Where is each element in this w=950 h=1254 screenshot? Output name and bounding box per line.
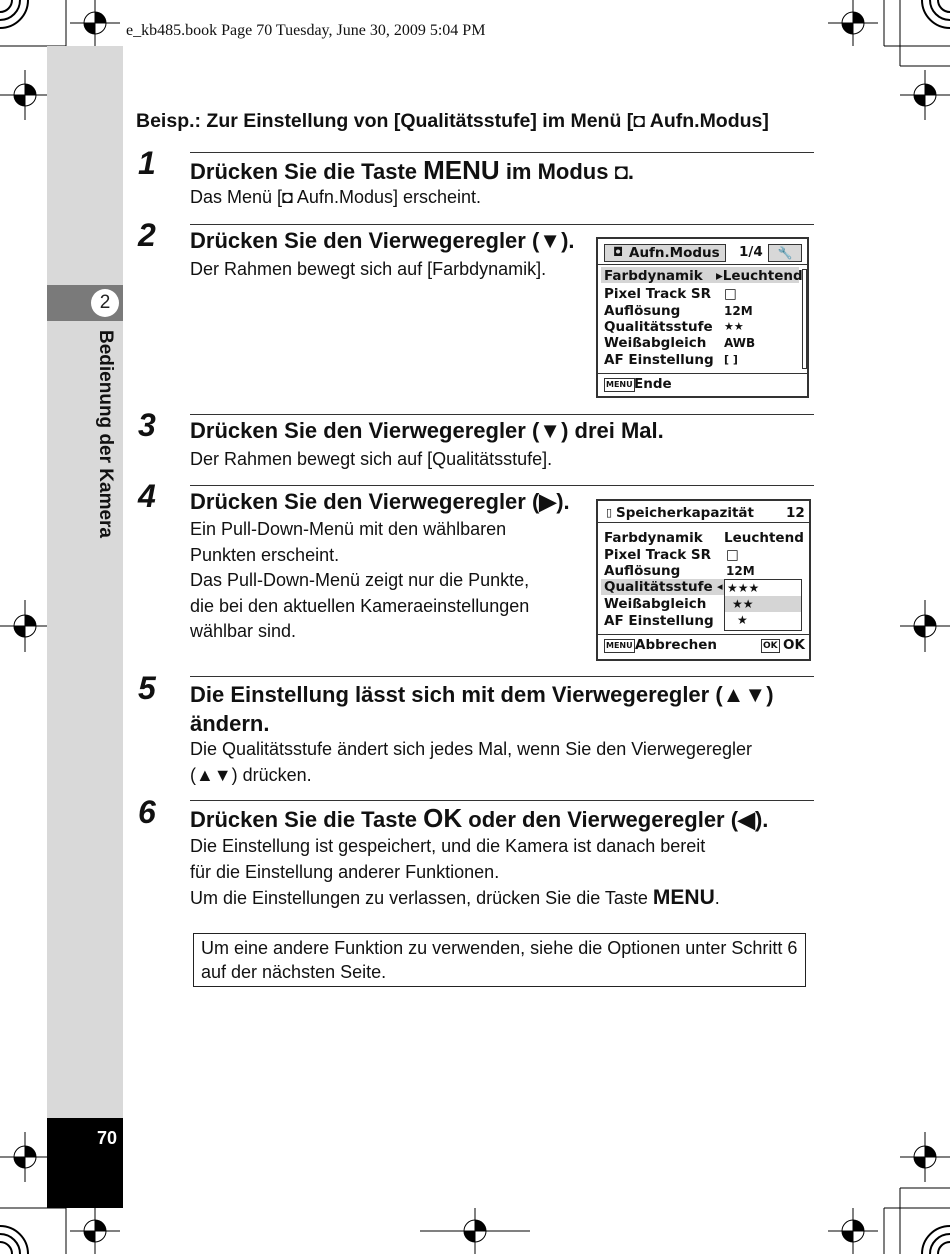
camera-icon: ◘ xyxy=(613,245,624,259)
chapter-title-text: Bedienung der Kamera xyxy=(95,330,116,538)
menu-item-value: 12M xyxy=(724,304,753,318)
dropdown-option[interactable]: ★★★ xyxy=(727,581,760,595)
menu-item-label: Auflösung xyxy=(604,563,681,579)
menu-item-value: □ xyxy=(724,286,737,302)
step-title xyxy=(190,155,634,186)
capacity-label: Speicherkapazität xyxy=(616,505,754,521)
wrench-icon: 🔧 xyxy=(768,244,802,262)
desc-line: wählbar sind. xyxy=(190,621,297,641)
step-divider xyxy=(190,224,814,225)
chapter-sidebar xyxy=(47,46,123,1208)
menu-item-label: Farbdynamik xyxy=(604,530,703,546)
menu-tab-label: Aufn.Modus xyxy=(629,245,720,261)
step-title xyxy=(190,680,774,738)
menu-item-value: ▸Leuchtend xyxy=(716,268,803,284)
title-line: Die Einstellung lässt sich mit dem Vierwegeregler (▲▼) xyxy=(190,682,774,707)
menu-item-value: ◂ xyxy=(717,580,723,593)
desc-line: Ein Pull-Down-Menü mit den wählbaren xyxy=(190,519,507,539)
step-number: 3 xyxy=(138,407,156,443)
ok-key-badge: OK xyxy=(763,641,778,651)
footer-label: Abbrechen xyxy=(635,637,717,653)
footer-label: Ende xyxy=(634,376,672,392)
step-divider xyxy=(190,485,814,486)
step-number: 4 xyxy=(138,478,156,514)
quality-dropdown[interactable] xyxy=(724,579,802,631)
step-title: Drücken Sie den Vierwegeregler (▼) drei Mal. xyxy=(190,418,664,443)
desc-line: Punkten erscheint. xyxy=(190,544,340,565)
menu-key-label: MENU xyxy=(423,155,500,185)
desc-line: Die Qualitätsstufe ändert sich jedes Mal, wenn Sie den Vierwegeregler xyxy=(190,739,752,759)
step-description: Der Rahmen bewegt sich auf [Farbdynamik]. xyxy=(190,259,547,279)
desc-text: . xyxy=(714,888,720,908)
menu-key-badge: MENU xyxy=(604,378,635,392)
print-header: e_kb485.book Page 70 Tuesday, June 30, 2009 5:04 PM xyxy=(126,22,486,39)
menu-item-value: AWB xyxy=(724,336,756,350)
menu-item-label: AF Einstellung xyxy=(604,613,714,629)
desc-line: Das Pull-Down-Menü zeigt nur die Punkte, xyxy=(190,570,530,590)
page-number: 70 xyxy=(96,1128,117,1148)
desc-line: die bei den aktuellen Kameraeinstellungen xyxy=(190,595,530,616)
step-description xyxy=(190,737,752,788)
chapter-title xyxy=(92,330,122,570)
menu-item-value: ★★ xyxy=(724,320,744,333)
desc-line: (▲▼) drücken. xyxy=(190,764,312,785)
chapter-number: 2 xyxy=(91,289,119,317)
dropdown-option[interactable]: ★ xyxy=(737,613,748,627)
menu-item-value: 12M xyxy=(726,564,755,578)
step-number: 6 xyxy=(138,794,156,830)
menu-item-label: Farbdynamik xyxy=(604,268,703,284)
step-title-text: oder den Vierwegeregler (◀). xyxy=(462,807,769,832)
menu-item-value: Leuchtend xyxy=(724,530,804,546)
menu-item-label: Auflösung xyxy=(604,303,681,319)
menu-item-label: Weißabgleich xyxy=(604,335,707,351)
step-number: 2 xyxy=(138,217,156,253)
menu-item-label: Pixel Track SR xyxy=(604,286,712,302)
step-description: Der Rahmen bewegt sich auf [Qualitätsstufe]. xyxy=(190,449,553,469)
step-title: Drücken Sie den Vierwegeregler (▼). xyxy=(190,228,575,253)
step-number: 1 xyxy=(138,145,156,181)
step-divider xyxy=(190,800,814,801)
step-title-text: im Modus ◘. xyxy=(499,159,634,184)
step-title-text: Drücken Sie die Taste xyxy=(190,807,424,832)
menu-item-label: AF Einstellung xyxy=(604,352,714,368)
desc-line xyxy=(190,885,720,912)
step-divider xyxy=(190,152,814,153)
step-divider xyxy=(190,414,814,415)
step-number: 5 xyxy=(138,670,156,706)
desc-line: Die Einstellung ist gespeichert, und die Kamera ist danach bereit xyxy=(190,836,706,856)
step-description xyxy=(190,517,529,645)
memory-card-icon: ▯ xyxy=(606,506,613,519)
step-title: Drücken Sie den Vierwegeregler (▶). xyxy=(190,489,570,514)
desc-text: Um die Einstellungen zu verlassen, drücken Sie die Taste xyxy=(190,888,653,908)
menu-key-label: MENU xyxy=(652,886,715,909)
menu-item-label: Qualitätsstufe xyxy=(604,319,713,335)
menu-item-label: Pixel Track SR xyxy=(604,547,712,563)
step-title-text: Drücken Sie die Taste xyxy=(190,159,424,184)
step-description: Das Menü [◘ Aufn.Modus] erscheint. xyxy=(190,187,482,207)
note-box: Um eine andere Funktion zu verwenden, siehe die Optionen unter Schritt 6 auf der nächsten Seite. xyxy=(193,933,806,987)
ok-label: OK xyxy=(783,637,805,653)
menu-item-label: Weißabgleich xyxy=(604,596,707,612)
step-description xyxy=(190,834,720,912)
menu-item-value: [ ] xyxy=(724,353,738,366)
title-line: ändern. xyxy=(190,711,270,736)
capacity-value: 12 xyxy=(786,505,805,521)
menu-tab xyxy=(604,244,726,262)
dropdown-option-selected[interactable]: ★★ xyxy=(725,596,801,612)
menu-key-badge: MENU xyxy=(604,639,635,653)
scrollbar xyxy=(802,269,807,369)
desc-line: für die Einstellung anderer Funktionen. xyxy=(190,861,500,882)
example-heading: Beisp.: Zur Einstellung von [Qualitätsstufe] im Menü [◘ Aufn.Modus] xyxy=(136,110,769,132)
step-divider xyxy=(190,676,814,677)
step-title xyxy=(190,803,768,834)
camera-menu-screen xyxy=(596,237,809,398)
menu-item-value: □ xyxy=(726,547,739,563)
camera-menu-screen xyxy=(596,499,811,661)
ok-key-label: OK xyxy=(423,803,463,833)
menu-item-label: Qualitätsstufe xyxy=(604,579,713,595)
page-indicator: 1/4 xyxy=(739,244,763,260)
